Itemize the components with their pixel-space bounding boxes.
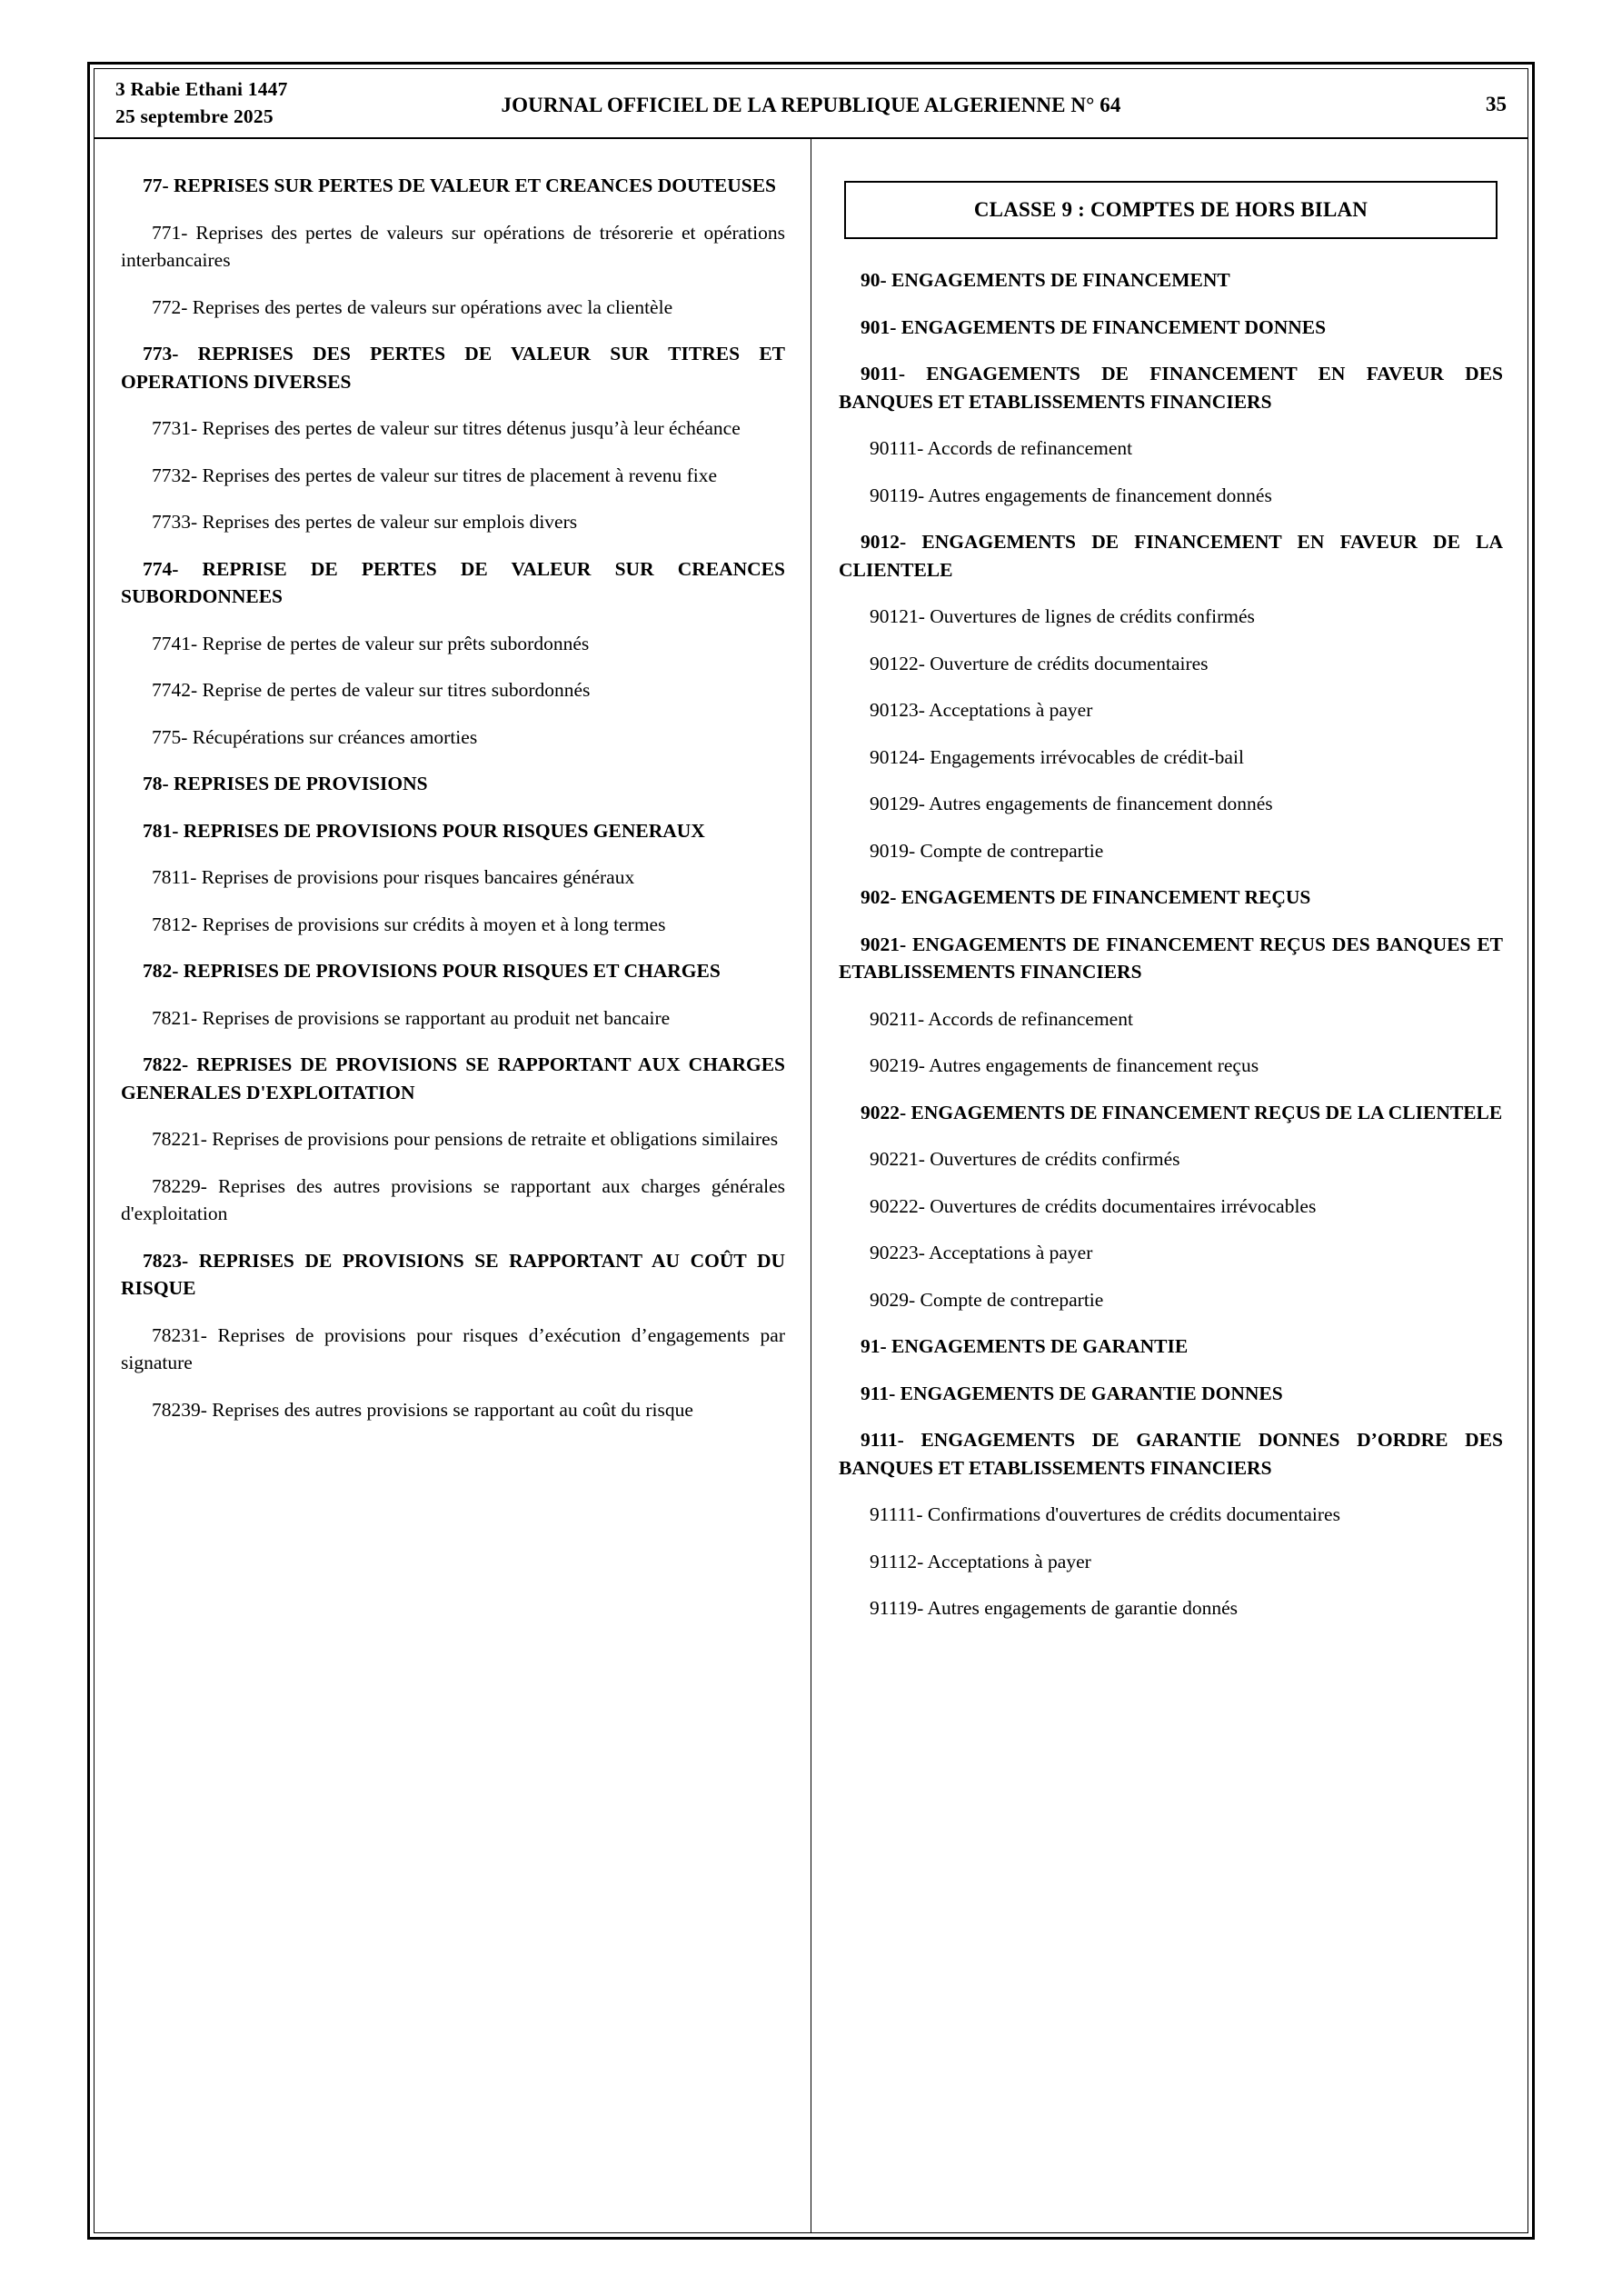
left-column <box>94 139 811 2233</box>
account-entry: 90123- Acceptations à payer <box>870 699 1093 722</box>
account-entry: 7812- Reprises de provisions sur crédits à moyen et à long termes <box>152 913 666 935</box>
account-heading: 9012- ENGAGEMENTS DE FINANCEMENT EN FAVEUR DE LA CLIENTELE <box>839 531 1503 581</box>
account-entry: 90211- Accords de refinancement <box>870 1007 1133 1030</box>
account-entry: 90221- Ouvertures de crédits confirmés <box>870 1148 1180 1171</box>
class-title-box: CLASSE 9 : COMPTES DE HORS BILAN <box>844 181 1498 239</box>
two-column-body <box>94 139 1528 2233</box>
account-entry: 90121- Ouvertures de lignes de crédits confirmés <box>870 605 1255 628</box>
account-heading: 902- ENGAGEMENTS DE FINANCEMENT REÇUS <box>861 886 1311 909</box>
account-heading: 77- REPRISES SUR PERTES DE VALEUR ET CREANCES DOUTEUSES <box>143 175 776 196</box>
page-content <box>94 68 1528 2233</box>
account-entry: 78229- Reprises des autres provisions se rapportant aux charges générales d'exploitation <box>121 1174 785 1225</box>
account-heading: 774- REPRISE DE PERTES DE VALEUR SUR CREANCES SUBORDONNEES <box>121 557 785 608</box>
journal-title: JOURNAL OFFICIEL DE LA REPUBLIQUE ALGERIENNE N° 64 <box>501 94 1121 116</box>
page-header <box>94 68 1528 139</box>
account-heading: 7822- REPRISES DE PROVISIONS SE RAPPORTANT AUX CHARGES GENERALES D'EXPLOITATION <box>121 1053 785 1103</box>
account-heading: 781- REPRISES DE PROVISIONS POUR RISQUES GENERAUX <box>143 819 705 842</box>
account-entry: 7821- Reprises de provisions se rapportant au produit net bancaire <box>152 1006 671 1029</box>
account-heading: 782- REPRISES DE PROVISIONS POUR RISQUES ET CHARGES <box>143 960 721 983</box>
account-entry: 90223- Acceptations à payer <box>870 1242 1093 1264</box>
account-heading: 7823- REPRISES DE PROVISIONS SE RAPPORTANT AU COÛT DU RISQUE <box>121 1249 785 1300</box>
account-entry: 7742- Reprise de pertes de valeur sur titres subordonnés <box>152 679 591 702</box>
account-heading: 9021- ENGAGEMENTS DE FINANCEMENT REÇUS DES BANQUES ET ETABLISSEMENTS FINANCIERS <box>839 933 1503 983</box>
header-date-gregorian: 25 septembre 2025 <box>115 105 274 127</box>
page-number: 35 <box>1486 93 1507 115</box>
account-entry: 7731- Reprises des pertes de valeur sur titres détenus jusqu’à leur échéance <box>152 417 741 440</box>
account-entry: 90119- Autres engagements de financement donnés <box>870 484 1272 506</box>
account-entry: 78239- Reprises des autres provisions se rapportant au coût du risque <box>152 1398 693 1421</box>
account-entry: 90111- Accords de refinancement <box>870 437 1133 460</box>
account-entry: 90129- Autres engagements de financement donnés <box>870 793 1273 815</box>
account-entry: 90124- Engagements irrévocables de crédit-bail <box>870 745 1244 768</box>
account-heading: 901- ENGAGEMENTS DE FINANCEMENT DONNES <box>861 315 1327 338</box>
right-column <box>811 139 1528 2233</box>
account-entry: 90122- Ouverture de crédits documentaires <box>870 652 1209 674</box>
account-heading: 773- REPRISES DES PERTES DE VALEUR SUR TITRES ET OPERATIONS DIVERSES <box>121 343 785 393</box>
account-entry: 91111- Confirmations d'ouvertures de crédits documentaires <box>870 1503 1340 1526</box>
account-heading: 9011- ENGAGEMENTS DE FINANCEMENT EN FAVEUR DES BANQUES ET ETABLISSEMENTS FINANCIERS <box>839 363 1503 413</box>
account-heading: 78- REPRISES DE PROVISIONS <box>143 773 428 795</box>
account-entry: 78221- Reprises de provisions pour pensions de retraite et obligations similaires <box>152 1128 779 1151</box>
account-heading: 9111- ENGAGEMENTS DE GARANTIE DONNES D’ORDRE DES BANQUES ET ETABLISSEMENTS FINANCIERS <box>839 1429 1503 1479</box>
account-entry: 9019- Compte de contrepartie <box>870 839 1104 862</box>
account-entry: 90222- Ouvertures de crédits documentaires irrévocables <box>870 1194 1317 1217</box>
account-entry: 7811- Reprises de provisions pour risques bancaires généraux <box>152 866 635 889</box>
header-date-hijri: 3 Rabie Ethani 1447 <box>115 78 288 100</box>
account-heading: 911- ENGAGEMENTS DE GARANTIE DONNES <box>861 1382 1283 1404</box>
account-entry: 78231- Reprises de provisions pour risques d’exécution d’engagements par signature <box>121 1323 785 1374</box>
account-entry: 9029- Compte de contrepartie <box>870 1288 1104 1311</box>
account-heading: 91- ENGAGEMENTS DE GARANTIE <box>861 1335 1189 1358</box>
account-entry: 91119- Autres engagements de garantie donnés <box>870 1597 1238 1620</box>
account-entry: 91112- Acceptations à payer <box>870 1550 1091 1572</box>
account-entry: 7732- Reprises des pertes de valeur sur titres de placement à revenu fixe <box>152 464 718 486</box>
account-entry: 90219- Autres engagements de financement reçus <box>870 1054 1259 1077</box>
account-entry: 772- Reprises des pertes de valeurs sur opérations avec la clientèle <box>152 295 673 318</box>
account-entry: 775- Récupérations sur créances amorties <box>152 725 478 748</box>
account-heading: 90- ENGAGEMENTS DE FINANCEMENT <box>861 269 1230 291</box>
account-entry: 7741- Reprise de pertes de valeur sur prêts subordonnés <box>152 632 590 654</box>
account-entry: 771- Reprises des pertes de valeurs sur opérations de trésorerie et opérations interbancaires <box>121 221 785 272</box>
account-entry: 7733- Reprises des pertes de valeur sur emplois divers <box>152 511 578 534</box>
account-heading: 9022- ENGAGEMENTS DE FINANCEMENT REÇUS DE LA CLIENTELE <box>861 1101 1503 1123</box>
